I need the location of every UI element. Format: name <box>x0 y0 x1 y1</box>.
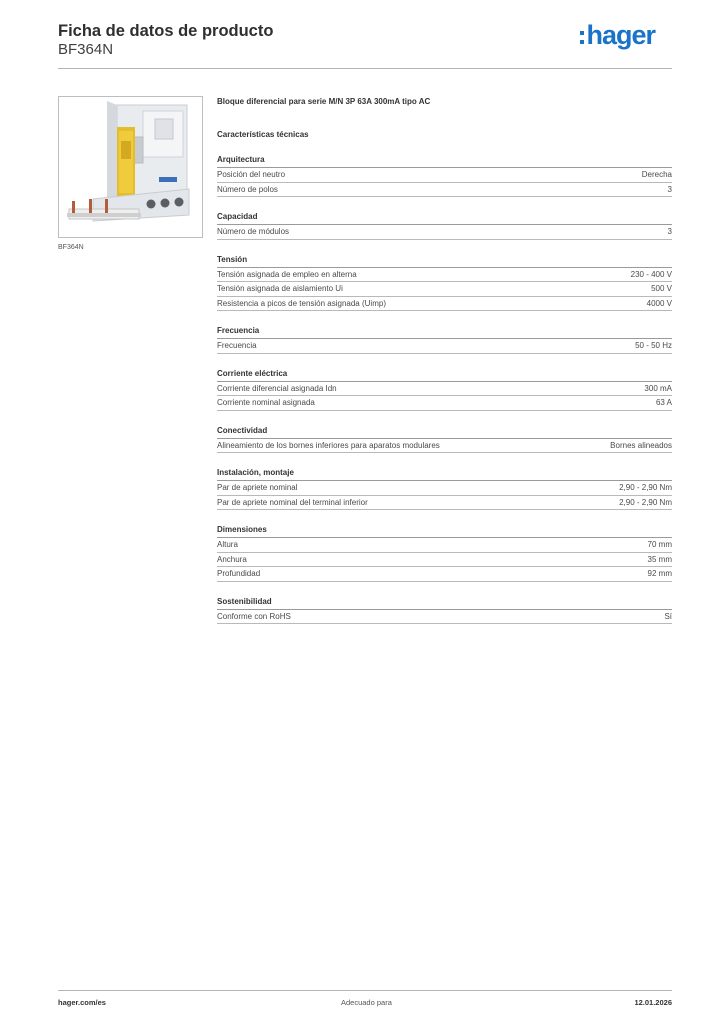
spec-value: 230 - 400 V <box>630 269 672 279</box>
spec-section <box>217 596 672 625</box>
spec-section <box>217 467 672 510</box>
footer-date: 12.01.2026 <box>634 998 672 1007</box>
footer-divider <box>58 990 672 991</box>
image-caption: BF364N <box>58 244 84 251</box>
spec-label: Posición del neutro <box>217 170 286 179</box>
spec-section <box>217 211 672 240</box>
product-reference: BF364N <box>58 41 114 58</box>
spec-value: Derecha <box>641 170 672 179</box>
spec-value: Sí <box>664 611 672 621</box>
spec-value: 2,90 - 2,90 Nm <box>619 483 672 492</box>
spec-label: Anchura <box>217 554 247 564</box>
spec-row <box>217 567 672 582</box>
spec-section <box>217 368 672 411</box>
spec-label: Altura <box>217 540 238 549</box>
spec-section <box>217 254 672 312</box>
spec-label: Conforme con RoHS <box>217 611 291 621</box>
spec-value: 3 <box>667 184 672 194</box>
spec-label: Corriente nominal asignada <box>217 398 315 407</box>
spec-row <box>217 382 672 397</box>
section-title: Corriente eléctrica <box>217 368 672 382</box>
spec-value: 500 V <box>651 284 672 293</box>
spec-label: Tensión asignada de aislamiento Ui <box>217 284 343 293</box>
spec-row <box>217 439 672 454</box>
spec-row <box>217 538 672 553</box>
spec-label: Corriente diferencial asignada Idn <box>217 383 337 393</box>
spec-section <box>217 425 672 454</box>
spec-row <box>217 339 672 354</box>
spec-row <box>217 297 672 312</box>
spec-label: Alineamiento de los bornes inferiores para aparatos modulares <box>217 440 440 450</box>
spec-value: 50 - 50 Hz <box>635 341 672 350</box>
product-photo-icon <box>59 97 202 237</box>
spec-label: Par de apriete nominal <box>217 483 298 492</box>
spec-row <box>217 396 672 411</box>
spec-value: 300 mA <box>644 383 672 393</box>
spec-label: Profundidad <box>217 569 261 578</box>
spec-section <box>217 524 672 582</box>
footer-website: hager.com/es <box>58 998 106 1007</box>
section-title: Tensión <box>217 254 672 268</box>
spec-section <box>217 154 672 197</box>
spec-value: 3 <box>667 227 672 236</box>
spec-row <box>217 268 672 283</box>
section-title: Frecuencia <box>217 325 672 339</box>
document-title: Ficha de datos de producto <box>58 22 274 40</box>
spec-label: Tensión asignada de empleo en alterna <box>217 269 357 279</box>
spec-row <box>217 496 672 511</box>
spec-row <box>217 481 672 496</box>
spec-row <box>217 610 672 625</box>
section-title: Conectividad <box>217 425 672 439</box>
product-image <box>58 96 203 238</box>
section-title: Sostenibilidad <box>217 596 672 610</box>
spec-value: 92 mm <box>647 569 672 578</box>
document-header <box>58 22 672 59</box>
spec-sections <box>217 154 672 624</box>
spec-value: 2,90 - 2,90 Nm <box>619 497 672 507</box>
spec-row <box>217 282 672 297</box>
spec-row <box>217 168 672 183</box>
spec-value: 70 mm <box>647 540 672 549</box>
section-title: Capacidad <box>217 211 672 225</box>
spec-row <box>217 553 672 568</box>
spec-label: Número de módulos <box>217 227 290 236</box>
section-title: Instalación, montaje <box>217 467 672 481</box>
spec-section <box>217 325 672 354</box>
spec-label: Frecuencia <box>217 341 257 350</box>
spec-value: 63 A <box>655 398 672 407</box>
spec-label: Número de polos <box>217 184 278 194</box>
header-divider <box>58 68 672 69</box>
spec-row <box>217 183 672 198</box>
spec-value: 35 mm <box>647 554 672 564</box>
logo-wordmark: hager <box>586 20 655 50</box>
section-title: Dimensiones <box>217 524 672 538</box>
spec-value: Bornes alineados <box>610 440 672 450</box>
characteristics-title: Características técnicas <box>217 130 309 139</box>
spec-label: Resistencia a picos de tensión asignada (Uimp) <box>217 298 386 308</box>
spec-label: Par de apriete nominal del terminal inferior <box>217 497 368 507</box>
spec-value: 4000 V <box>646 298 672 308</box>
spec-row <box>217 225 672 240</box>
spec-content <box>217 96 672 624</box>
logo-dots-icon <box>580 31 584 44</box>
product-title: Bloque diferencial para serie M/N 3P 63A 300mA tipo AC <box>217 97 431 106</box>
hager-logo <box>580 22 655 48</box>
footer-note: Adecuado para <box>341 998 392 1007</box>
section-title: Arquitectura <box>217 154 672 168</box>
